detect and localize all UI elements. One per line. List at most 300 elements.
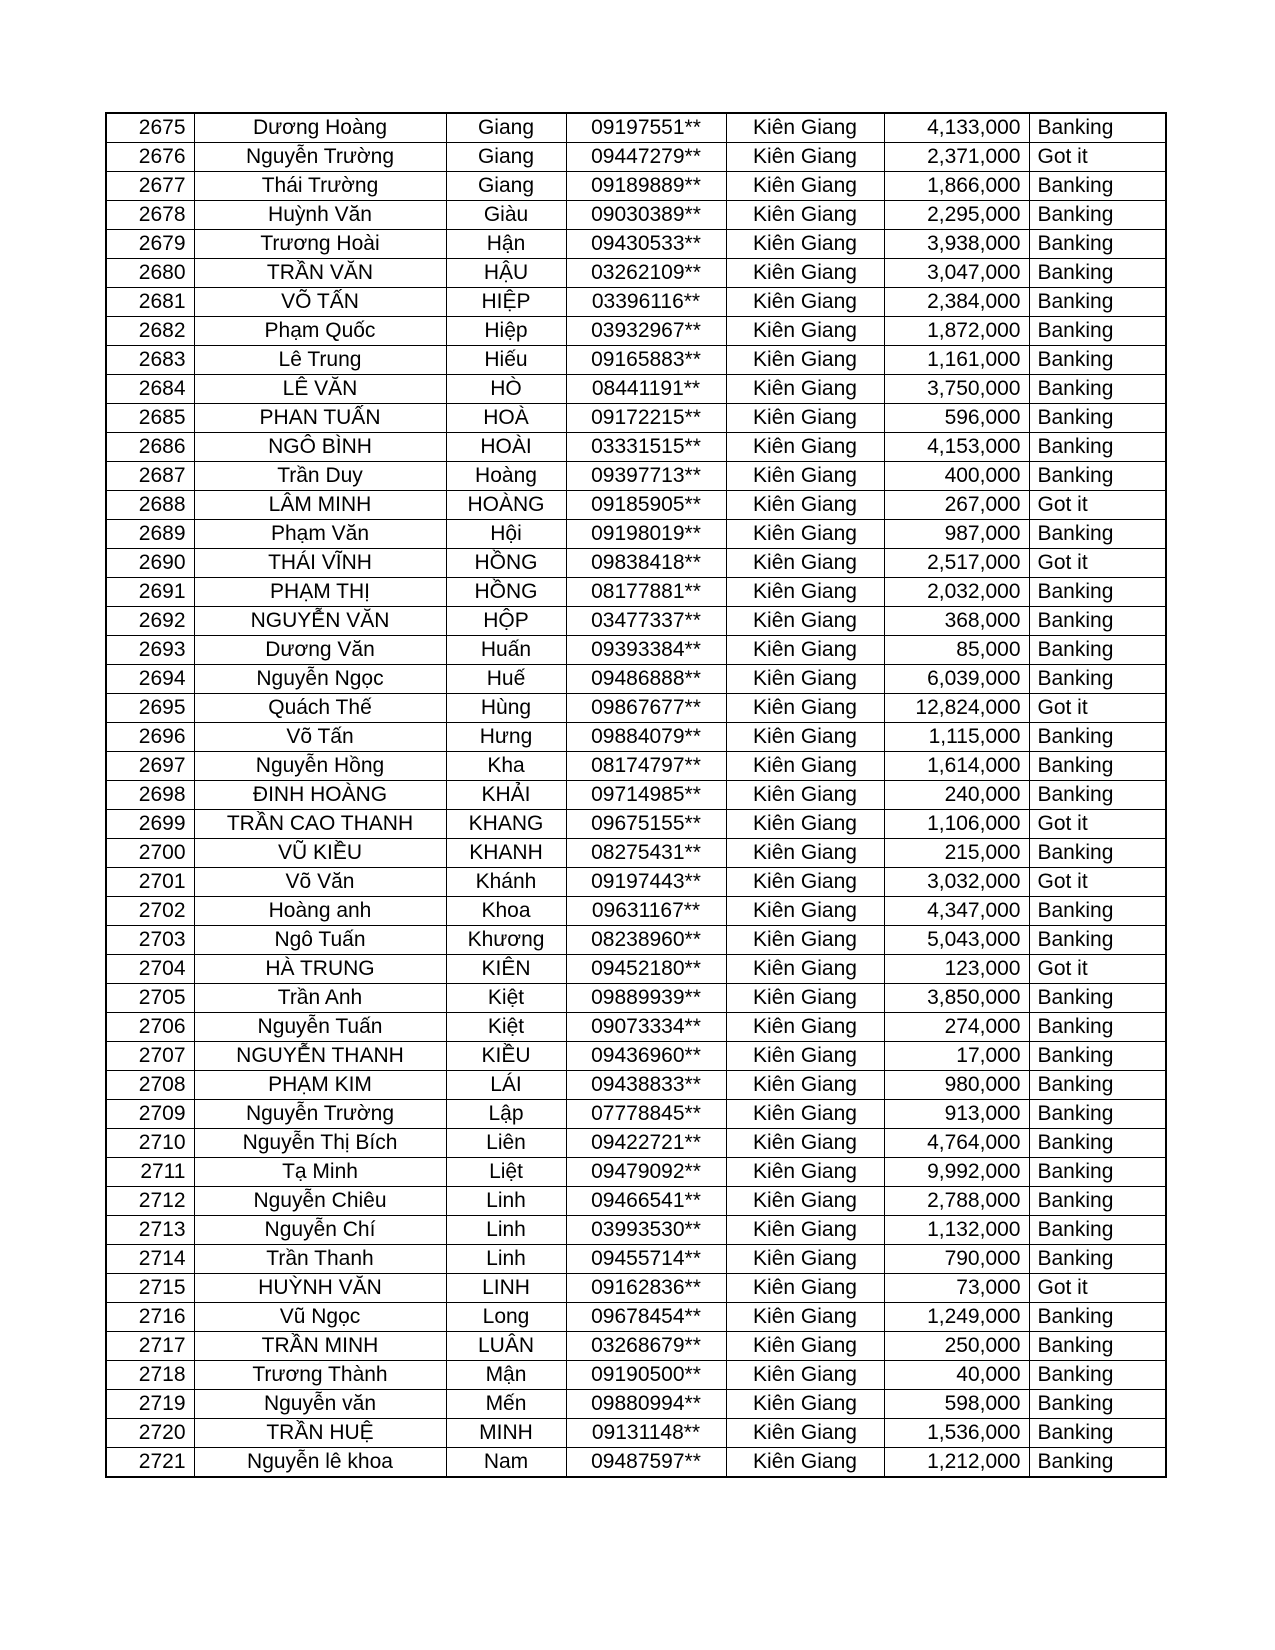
first-name-cell: LUÂN [446,1332,566,1361]
amount-cell: 980,000 [884,1071,1029,1100]
table-row [106,752,1166,781]
payment-method-cell: Banking [1029,201,1166,230]
first-name-cell: Hiệp [446,317,566,346]
first-name-cell: Khương [446,926,566,955]
amount-cell: 4,764,000 [884,1129,1029,1158]
first-name-cell: Linh [446,1187,566,1216]
province-cell: Kiên Giang [726,1448,884,1478]
phone-cell: 09165883** [566,346,726,375]
first-name-cell: Liệt [446,1158,566,1187]
last-name-cell: LÂM MINH [194,491,446,520]
amount-cell: 1,872,000 [884,317,1029,346]
first-name-cell: Giang [446,172,566,201]
last-name-cell: Võ Tấn [194,723,446,752]
first-name-cell: HẬU [446,259,566,288]
record-id-cell: 2718 [106,1361,194,1390]
record-id-cell: 2713 [106,1216,194,1245]
table-row [106,1419,1166,1448]
table-row [106,143,1166,172]
province-cell: Kiên Giang [726,143,884,172]
record-id-cell: 2697 [106,752,194,781]
payment-method-cell: Banking [1029,984,1166,1013]
table-row [106,520,1166,549]
record-id-cell: 2695 [106,694,194,723]
table-row [106,636,1166,665]
payment-method-cell: Banking [1029,665,1166,694]
phone-cell: 09678454** [566,1303,726,1332]
record-id-cell: 2684 [106,375,194,404]
province-cell: Kiên Giang [726,462,884,491]
province-cell: Kiên Giang [726,549,884,578]
amount-cell: 1,866,000 [884,172,1029,201]
payment-method-cell: Banking [1029,375,1166,404]
first-name-cell: Kiệt [446,1013,566,1042]
table-row [106,665,1166,694]
payment-method-cell: Got it [1029,1274,1166,1303]
record-id-cell: 2675 [106,113,194,143]
phone-cell: 08238960** [566,926,726,955]
last-name-cell: Huỳnh Văn [194,201,446,230]
amount-cell: 1,161,000 [884,346,1029,375]
record-id-cell: 2701 [106,868,194,897]
record-id-cell: 2698 [106,781,194,810]
last-name-cell: PHẠM KIM [194,1071,446,1100]
province-cell: Kiên Giang [726,723,884,752]
phone-cell: 09397713** [566,462,726,491]
first-name-cell: HỘP [446,607,566,636]
payment-method-cell: Got it [1029,868,1166,897]
amount-cell: 790,000 [884,1245,1029,1274]
phone-cell: 09189889** [566,172,726,201]
first-name-cell: LÁI [446,1071,566,1100]
last-name-cell: Trần Thanh [194,1245,446,1274]
phone-cell: 09675155** [566,810,726,839]
payment-method-cell: Banking [1029,1390,1166,1419]
first-name-cell: MINH [446,1419,566,1448]
last-name-cell: HUỲNH VĂN [194,1274,446,1303]
phone-cell: 09452180** [566,955,726,984]
payment-method-cell: Banking [1029,1129,1166,1158]
last-name-cell: VŨ KIỀU [194,839,446,868]
table-row [106,230,1166,259]
record-id-cell: 2682 [106,317,194,346]
payment-method-cell: Got it [1029,694,1166,723]
last-name-cell: Vũ Ngọc [194,1303,446,1332]
last-name-cell: TRẦN MINH [194,1332,446,1361]
table-row [106,955,1166,984]
province-cell: Kiên Giang [726,781,884,810]
province-cell: Kiên Giang [726,288,884,317]
phone-cell: 03993530** [566,1216,726,1245]
payment-method-cell: Banking [1029,1303,1166,1332]
first-name-cell: HỒNG [446,549,566,578]
payment-method-cell: Banking [1029,897,1166,926]
record-id-cell: 2720 [106,1419,194,1448]
amount-cell: 1,212,000 [884,1448,1029,1478]
amount-cell: 4,153,000 [884,433,1029,462]
table-row [106,1274,1166,1303]
record-id-cell: 2677 [106,172,194,201]
table-row [106,1158,1166,1187]
amount-cell: 1,614,000 [884,752,1029,781]
record-id-cell: 2708 [106,1071,194,1100]
phone-cell: 09190500** [566,1361,726,1390]
first-name-cell: Hưng [446,723,566,752]
last-name-cell: Nguyễn Hồng [194,752,446,781]
record-id-cell: 2685 [106,404,194,433]
amount-cell: 2,788,000 [884,1187,1029,1216]
province-cell: Kiên Giang [726,230,884,259]
amount-cell: 240,000 [884,781,1029,810]
last-name-cell: Lê Trung [194,346,446,375]
first-name-cell: Liên [446,1129,566,1158]
table-row [106,404,1166,433]
phone-cell: 09198019** [566,520,726,549]
last-name-cell: Trương Hoài [194,230,446,259]
payment-method-cell: Banking [1029,1042,1166,1071]
payment-method-cell: Banking [1029,1216,1166,1245]
phone-cell: 09197443** [566,868,726,897]
payment-method-cell: Banking [1029,288,1166,317]
amount-cell: 12,824,000 [884,694,1029,723]
payment-method-cell: Got it [1029,810,1166,839]
record-id-cell: 2679 [106,230,194,259]
last-name-cell: Trương Thành [194,1361,446,1390]
record-id-cell: 2715 [106,1274,194,1303]
amount-cell: 1,536,000 [884,1419,1029,1448]
last-name-cell: Tạ Minh [194,1158,446,1187]
phone-cell: 09884079** [566,723,726,752]
record-id-cell: 2719 [106,1390,194,1419]
province-cell: Kiên Giang [726,259,884,288]
phone-cell: 09172215** [566,404,726,433]
last-name-cell: Ngô Tuấn [194,926,446,955]
phone-cell: 09889939** [566,984,726,1013]
first-name-cell: Khánh [446,868,566,897]
first-name-cell: KHẢI [446,781,566,810]
record-id-cell: 2696 [106,723,194,752]
phone-cell: 03262109** [566,259,726,288]
payment-method-cell: Banking [1029,1448,1166,1478]
first-name-cell: Kiệt [446,984,566,1013]
table-row [106,926,1166,955]
province-cell: Kiên Giang [726,404,884,433]
phone-cell: 09880994** [566,1390,726,1419]
province-cell: Kiên Giang [726,1419,884,1448]
phone-cell: 09436960** [566,1042,726,1071]
province-cell: Kiên Giang [726,839,884,868]
province-cell: Kiên Giang [726,868,884,897]
last-name-cell: Võ Văn [194,868,446,897]
phone-cell: 09030389** [566,201,726,230]
province-cell: Kiên Giang [726,433,884,462]
record-id-cell: 2680 [106,259,194,288]
first-name-cell: Giàu [446,201,566,230]
table-row [106,839,1166,868]
amount-cell: 4,133,000 [884,113,1029,143]
table-row [106,1042,1166,1071]
table-row [106,433,1166,462]
province-cell: Kiên Giang [726,1303,884,1332]
payment-method-cell: Banking [1029,433,1166,462]
phone-cell: 03268679** [566,1332,726,1361]
phone-cell: 09447279** [566,143,726,172]
province-cell: Kiên Giang [726,694,884,723]
record-id-cell: 2689 [106,520,194,549]
phone-cell: 09438833** [566,1071,726,1100]
record-id-cell: 2705 [106,984,194,1013]
province-cell: Kiên Giang [726,1274,884,1303]
last-name-cell: TRẦN VĂN [194,259,446,288]
last-name-cell: Nguyễn Trường [194,1100,446,1129]
payment-method-cell: Banking [1029,404,1166,433]
first-name-cell: HOÀNG [446,491,566,520]
table-row [106,549,1166,578]
amount-cell: 3,032,000 [884,868,1029,897]
payment-method-cell: Banking [1029,259,1166,288]
first-name-cell: Nam [446,1448,566,1478]
first-name-cell: HOÀI [446,433,566,462]
payment-method-cell: Banking [1029,317,1166,346]
table-row [106,1013,1166,1042]
amount-cell: 274,000 [884,1013,1029,1042]
last-name-cell: LÊ VĂN [194,375,446,404]
table-row [106,1332,1166,1361]
payment-method-cell: Got it [1029,491,1166,520]
amount-cell: 4,347,000 [884,897,1029,926]
amount-cell: 913,000 [884,1100,1029,1129]
table-row [106,113,1166,143]
phone-cell: 08441191** [566,375,726,404]
amount-cell: 1,249,000 [884,1303,1029,1332]
payment-method-cell: Got it [1029,549,1166,578]
phone-cell: 03477337** [566,607,726,636]
table-row [106,1187,1166,1216]
province-cell: Kiên Giang [726,810,884,839]
last-name-cell: PHẠM THỊ [194,578,446,607]
table-row [106,1129,1166,1158]
phone-cell: 09430533** [566,230,726,259]
amount-cell: 250,000 [884,1332,1029,1361]
amount-cell: 73,000 [884,1274,1029,1303]
phone-cell: 07778845** [566,1100,726,1129]
record-id-cell: 2716 [106,1303,194,1332]
first-name-cell: Khoa [446,897,566,926]
province-cell: Kiên Giang [726,636,884,665]
first-name-cell: Mận [446,1361,566,1390]
amount-cell: 6,039,000 [884,665,1029,694]
last-name-cell: NGUYỄN THANH [194,1042,446,1071]
table-row [106,1216,1166,1245]
first-name-cell: HÒ [446,375,566,404]
table-row [106,462,1166,491]
province-cell: Kiên Giang [726,201,884,230]
province-cell: Kiên Giang [726,926,884,955]
record-id-cell: 2704 [106,955,194,984]
payment-method-cell: Got it [1029,143,1166,172]
last-name-cell: Nguyễn Chí [194,1216,446,1245]
payment-method-cell: Banking [1029,839,1166,868]
payment-method-cell: Banking [1029,781,1166,810]
phone-cell: 09486888** [566,665,726,694]
table-row [106,1390,1166,1419]
payment-method-cell: Banking [1029,752,1166,781]
first-name-cell: Hiếu [446,346,566,375]
first-name-cell: Hận [446,230,566,259]
payment-method-cell: Banking [1029,1187,1166,1216]
last-name-cell: Phạm Quốc [194,317,446,346]
phone-cell: 09714985** [566,781,726,810]
record-id-cell: 2714 [106,1245,194,1274]
payment-method-cell: Banking [1029,1071,1166,1100]
province-cell: Kiên Giang [726,984,884,1013]
table-row [106,578,1166,607]
record-id-cell: 2688 [106,491,194,520]
amount-cell: 2,517,000 [884,549,1029,578]
first-name-cell: Linh [446,1216,566,1245]
phone-cell: 08275431** [566,839,726,868]
province-cell: Kiên Giang [726,955,884,984]
amount-cell: 3,850,000 [884,984,1029,1013]
province-cell: Kiên Giang [726,578,884,607]
province-cell: Kiên Giang [726,1042,884,1071]
record-id-cell: 2692 [106,607,194,636]
table-row [106,317,1166,346]
phone-cell: 09131148** [566,1419,726,1448]
last-name-cell: Phạm Văn [194,520,446,549]
province-cell: Kiên Giang [726,491,884,520]
amount-cell: 1,132,000 [884,1216,1029,1245]
amount-cell: 368,000 [884,607,1029,636]
last-name-cell: Nguyễn Chiêu [194,1187,446,1216]
record-id-cell: 2709 [106,1100,194,1129]
payment-method-cell: Banking [1029,113,1166,143]
amount-cell: 2,384,000 [884,288,1029,317]
phone-cell: 08177881** [566,578,726,607]
phone-cell: 09073334** [566,1013,726,1042]
amount-cell: 400,000 [884,462,1029,491]
record-id-cell: 2683 [106,346,194,375]
payment-method-cell: Banking [1029,346,1166,375]
first-name-cell: Long [446,1303,566,1332]
last-name-cell: THÁI VĨNH [194,549,446,578]
payment-method-cell: Banking [1029,636,1166,665]
last-name-cell: Thái Trường [194,172,446,201]
payment-method-cell: Banking [1029,607,1166,636]
amount-cell: 3,750,000 [884,375,1029,404]
province-cell: Kiên Giang [726,897,884,926]
payment-method-cell: Banking [1029,230,1166,259]
first-name-cell: LINH [446,1274,566,1303]
province-cell: Kiên Giang [726,1216,884,1245]
table-row [106,1245,1166,1274]
amount-cell: 2,295,000 [884,201,1029,230]
table-row [106,288,1166,317]
records-body [106,113,1166,1477]
phone-cell: 09838418** [566,549,726,578]
table-row [106,259,1166,288]
phone-cell: 09393384** [566,636,726,665]
province-cell: Kiên Giang [726,1390,884,1419]
first-name-cell: Giang [446,113,566,143]
last-name-cell: Nguyễn Trường [194,143,446,172]
first-name-cell: KIỀU [446,1042,566,1071]
table-row [106,781,1166,810]
table-row [106,723,1166,752]
first-name-cell: KHANH [446,839,566,868]
province-cell: Kiên Giang [726,1129,884,1158]
amount-cell: 215,000 [884,839,1029,868]
table-row [106,607,1166,636]
last-name-cell: Nguyễn Tuấn [194,1013,446,1042]
last-name-cell: PHAN TUẤN [194,404,446,433]
amount-cell: 123,000 [884,955,1029,984]
last-name-cell: TRẦN HUỆ [194,1419,446,1448]
records-table [105,112,1167,1478]
province-cell: Kiên Giang [726,1100,884,1129]
record-id-cell: 2712 [106,1187,194,1216]
phone-cell: 09162836** [566,1274,726,1303]
province-cell: Kiên Giang [726,607,884,636]
payment-method-cell: Banking [1029,1013,1166,1042]
table-row [106,346,1166,375]
first-name-cell: Kha [446,752,566,781]
phone-cell: 09487597** [566,1448,726,1478]
last-name-cell: TRẦN CAO THANH [194,810,446,839]
last-name-cell: Nguyễn Ngọc [194,665,446,694]
last-name-cell: Nguyễn lê khoa [194,1448,446,1478]
first-name-cell: Huấn [446,636,566,665]
phone-cell: 09185905** [566,491,726,520]
first-name-cell: Huế [446,665,566,694]
amount-cell: 1,115,000 [884,723,1029,752]
payment-method-cell: Banking [1029,520,1166,549]
province-cell: Kiên Giang [726,375,884,404]
first-name-cell: Hùng [446,694,566,723]
payment-method-cell: Banking [1029,1419,1166,1448]
phone-cell: 09466541** [566,1187,726,1216]
table-row [106,897,1166,926]
record-id-cell: 2706 [106,1013,194,1042]
last-name-cell: NGÔ BÌNH [194,433,446,462]
payment-method-cell: Banking [1029,1158,1166,1187]
amount-cell: 1,106,000 [884,810,1029,839]
record-id-cell: 2702 [106,897,194,926]
amount-cell: 9,992,000 [884,1158,1029,1187]
last-name-cell: Hoàng anh [194,897,446,926]
last-name-cell: Quách Thế [194,694,446,723]
first-name-cell: Hội [446,520,566,549]
first-name-cell: HỒNG [446,578,566,607]
table-row [106,201,1166,230]
phone-cell: 09197551** [566,113,726,143]
first-name-cell: HOÀ [446,404,566,433]
phone-cell: 03932967** [566,317,726,346]
province-cell: Kiên Giang [726,1158,884,1187]
last-name-cell: ĐINH HOÀNG [194,781,446,810]
amount-cell: 2,371,000 [884,143,1029,172]
record-id-cell: 2690 [106,549,194,578]
record-id-cell: 2691 [106,578,194,607]
amount-cell: 3,938,000 [884,230,1029,259]
table-row [106,810,1166,839]
phone-cell: 09479092** [566,1158,726,1187]
payment-method-cell: Banking [1029,462,1166,491]
payment-method-cell: Banking [1029,723,1166,752]
province-cell: Kiên Giang [726,1071,884,1100]
record-id-cell: 2700 [106,839,194,868]
record-id-cell: 2717 [106,1332,194,1361]
